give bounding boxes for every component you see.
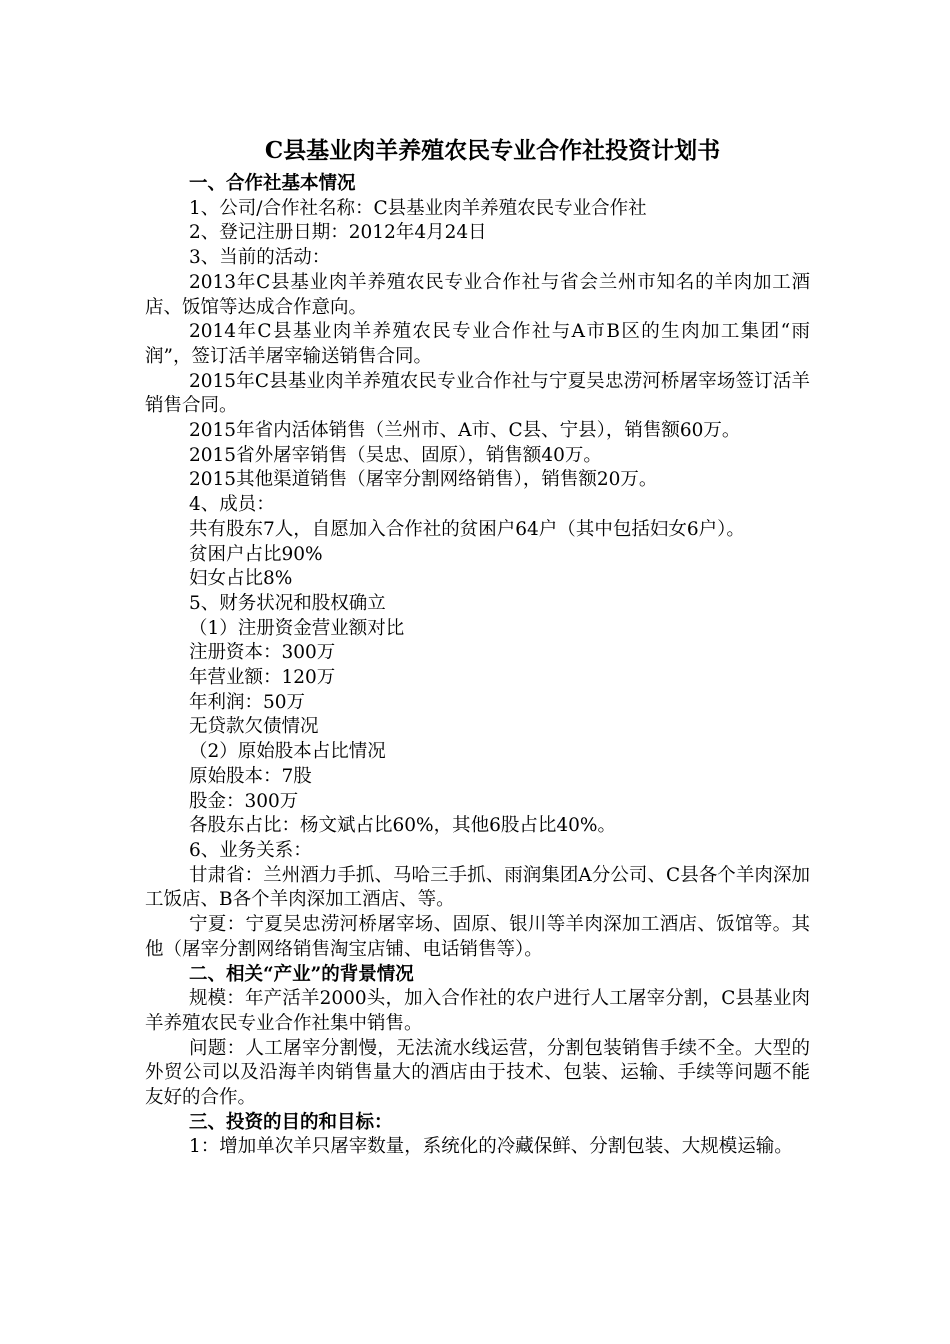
paragraph: 2015年C县基业肉羊养殖农民专业合作社与宁夏吴忠涝河桥屠宰场签订活羊销售合同。: [145, 370, 810, 417]
paragraph: 宁夏：宁夏吴忠涝河桥屠宰场、固原、银川等羊肉深加工酒店、饭馆等。其他（屠宰分割网络销售淘宝店铺、电话销售等）。: [145, 914, 810, 960]
paragraph: 2014年C县基业肉羊养殖农民专业合作社与A市B区的生肉加工集团“雨润”，签订活羊屠宰输送销售合同。: [145, 321, 810, 367]
paragraph: 4、成员：: [189, 494, 275, 516]
paragraph: 2013年C县基业肉羊养殖农民专业合作社与省会兰州市知名的羊肉加工酒店、饭馆等达成合作意向。: [145, 271, 810, 318]
paragraph: 年营业额：120万: [189, 667, 336, 689]
paragraph: 注册资本：300万: [189, 642, 336, 664]
document-page: [145, 128, 810, 1160]
document-title: C县基业肉羊养殖农民专业合作社投资计划书: [264, 137, 721, 164]
paragraph: 1、公司/合作社名称：C县基业肉羊养殖农民专业合作社: [189, 197, 647, 219]
paragraph: 6、业务关系：: [189, 839, 312, 861]
paragraph: 甘肃省：兰州酒力手抓、马哈三手抓、雨润集团A分公司、C县各个羊肉深加工饭店、B各个羊肉深加工酒店、等。: [145, 864, 810, 911]
document-body: [145, 172, 810, 1160]
paragraph: 共有股东7人，自愿加入合作社的贫困户64户（其中包括妇女6户）。: [189, 518, 745, 540]
paragraph: 2、登记注册日期：2012年4月24日: [189, 222, 487, 244]
paragraph: 3、当前的活动：: [189, 247, 331, 269]
paragraph: 妇女占比8%: [189, 568, 293, 590]
paragraph: 规模：年产活羊2000头，加入合作社的农户进行人工屠宰分割，C县基业肉羊养殖农民专业合作社集中销售。: [145, 988, 810, 1034]
paragraph: 2015年省内活体销售（兰州市、A市、C县、宁县），销售额60万。: [189, 420, 741, 442]
paragraph: （1）注册资金营业额对比: [189, 617, 405, 639]
paragraph: 问题：人工屠宰分割慢，无法流水线运营，分割包装销售手续不全。大型的外贸公司以及沿海羊肉销售量大的酒店由于技术、包装、运输、手续等问题不能友好的合作。: [145, 1037, 810, 1109]
section-heading: 一、合作社基本情况: [189, 173, 356, 194]
paragraph: 2015其他渠道销售（屠宰分割网络销售），销售额20万。: [189, 469, 658, 491]
section-heading: 三、投资的目的和目标：: [189, 1111, 393, 1133]
paragraph: 原始股本：7股: [189, 765, 312, 787]
paragraph: 无贷款欠债情况: [189, 716, 319, 738]
section-heading: 二、相关“产业”的背景情况: [189, 963, 414, 985]
paragraph: 2015省外屠宰销售（吴忠、固原），销售额40万。: [189, 444, 602, 466]
paragraph: 各股东占比：杨文斌占比60%，其他6股占比40%。: [189, 815, 617, 837]
paragraph: 5、财务状况和股权确立: [189, 592, 386, 614]
paragraph: 贫困户占比90%: [189, 543, 323, 565]
paragraph: 股金：300万: [189, 790, 299, 812]
paragraph: （2）原始股本占比情况: [189, 741, 386, 763]
paragraph: 年利润：50万: [189, 691, 306, 713]
paragraph: 1：增加单次羊只屠宰数量，系统化的冷藏保鲜、分割包装、大规模运输。: [189, 1136, 793, 1158]
